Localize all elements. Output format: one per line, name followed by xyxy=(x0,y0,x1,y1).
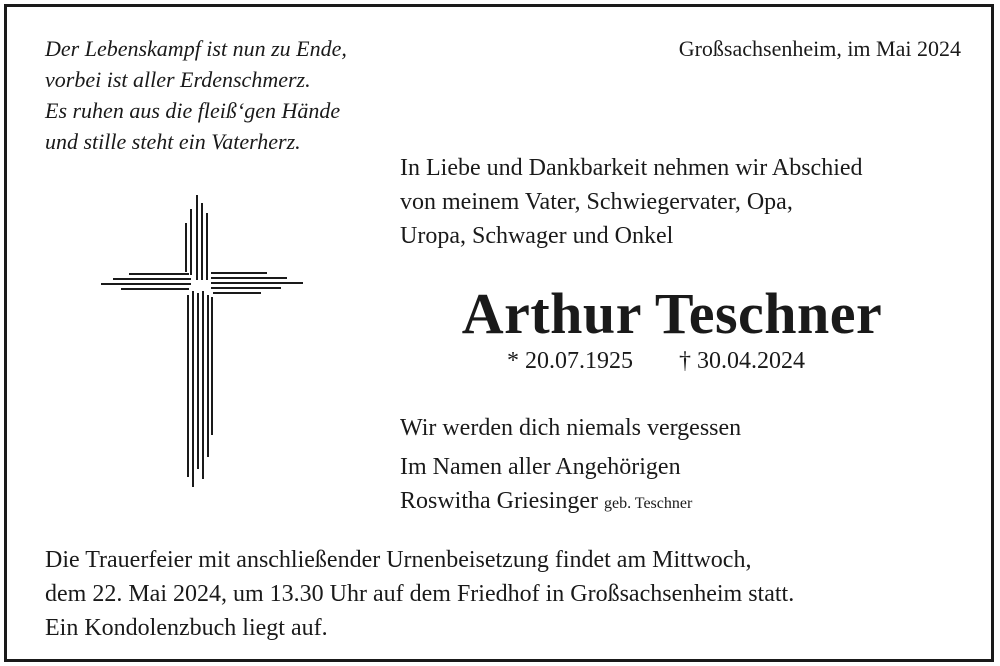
signer-name: Roswitha Griesinger xyxy=(400,488,598,514)
signature-line xyxy=(400,484,741,521)
closing-line: Im Namen aller Angehörigen xyxy=(400,454,681,480)
closing-block xyxy=(400,411,741,521)
signer-maiden-name: geb. Teschner xyxy=(603,495,693,512)
farewell-intro xyxy=(400,151,863,253)
death-date: † 30.04.2024 xyxy=(679,348,805,374)
life-dates xyxy=(507,344,805,378)
closing-line: Wir werden dich niemals vergessen xyxy=(400,415,742,441)
funeral-line: dem 22. Mai 2024, um 13.30 Uhr auf dem Friedhof in Großsachsenheim statt. xyxy=(45,581,795,607)
funeral-line: Ein Kondolenzbuch liegt auf. xyxy=(45,615,328,641)
obituary-notice xyxy=(4,4,994,662)
intro-line: Uropa, Schwager und Onkel xyxy=(400,223,674,249)
place-and-date: Großsachsenheim, im Mai 2024 xyxy=(678,36,961,61)
cross-icon xyxy=(91,187,311,502)
poem-line: und stille steht ein Vaterherz. xyxy=(45,129,301,154)
birth-date: * 20.07.1925 xyxy=(507,348,633,374)
funeral-line: Die Trauerfeier mit anschließender Urnenbeisetzung findet am Mittwoch, xyxy=(45,547,752,573)
poem-line: Der Lebenskampf ist nun zu Ende, xyxy=(45,36,347,61)
poem-line: vorbei ist aller Erdenschmerz. xyxy=(45,67,311,92)
poem-line: Es ruhen aus die fleiß‘gen Hände xyxy=(45,98,341,123)
intro-line: von meinem Vater, Schwiegervater, Opa, xyxy=(400,189,793,215)
intro-line: In Liebe und Dankbarkeit nehmen wir Abschied xyxy=(400,155,863,181)
funeral-info xyxy=(45,543,794,645)
poem xyxy=(45,33,347,157)
deceased-name: Arthur Teschner xyxy=(461,281,883,346)
